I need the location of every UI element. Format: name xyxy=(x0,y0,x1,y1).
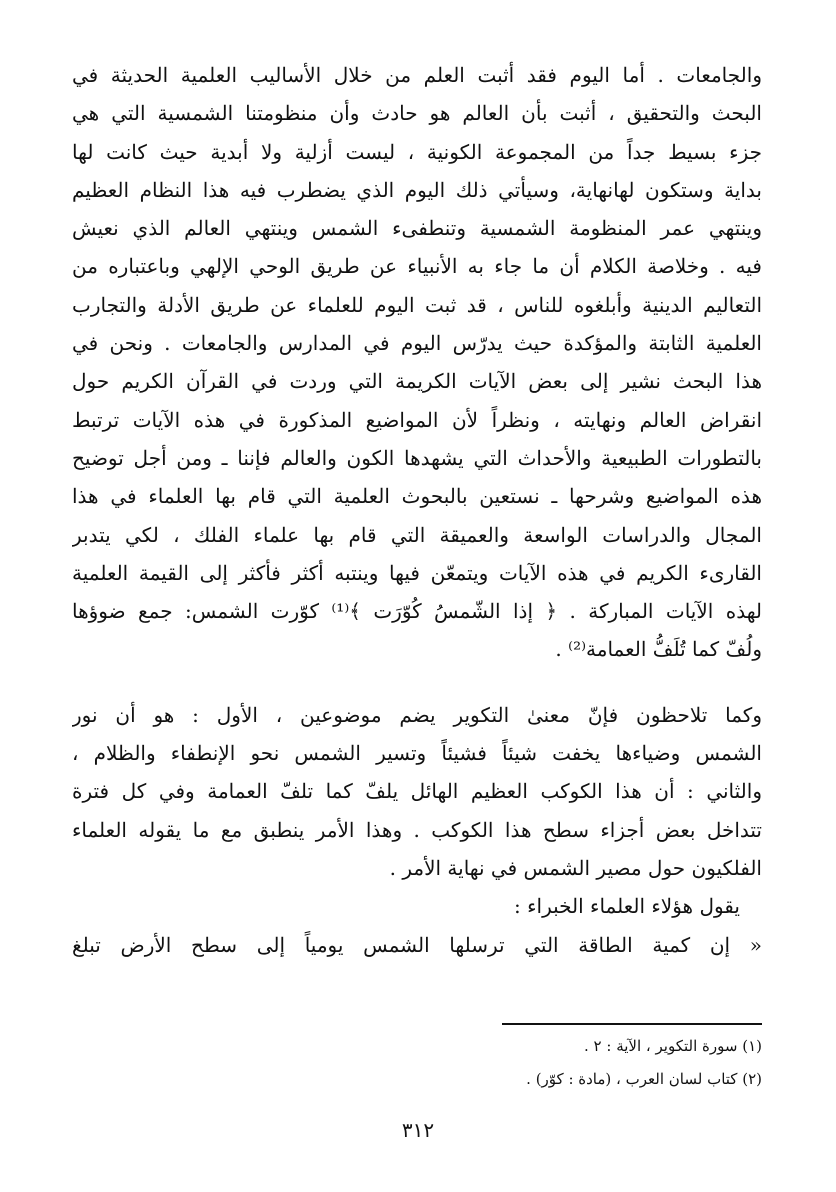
text-line: بالتطورات الطبيعية والأحداث التي يشهدها الكون والعالم فإننا ـ ومن أجل توضيح xyxy=(72,445,762,470)
text-line: القارىء الكريم في هذه الآيات ويتمعّن فيها وينتبه أكثر فأكثر إلى القيمة العلمية xyxy=(72,560,762,585)
paragraph-gap xyxy=(72,669,762,696)
footnotes xyxy=(72,1030,762,1096)
footnote: (١) سورة التكوير ، الآية : ٢ . xyxy=(584,1037,762,1055)
page-number: ٣١٢ xyxy=(401,1118,435,1142)
footnote-divider xyxy=(502,1023,762,1025)
body-text xyxy=(72,56,762,964)
text-line: بداية وستكون لهانهاية، وسيأتي ذلك اليوم الذي يضطرب فيه هذا النظام العظيم xyxy=(72,177,762,202)
text-line: والثاني : أن هذا الكوكب العظيم الهائل يلفّ كما تلفّ العمامة وفي كل فترة xyxy=(72,779,762,804)
text-line: الشمس وضياءها يخفت شيئاً فشيئاً وتسير الشمس نحو الإنطفاء والظلام ، xyxy=(72,741,762,766)
text-line: والجامعات . أما اليوم فقد أثبت العلم من خلال الأساليب العلمية الحديثة في xyxy=(72,63,762,87)
text-line: الفلكيون حول مصير الشمس في نهاية الأمر . xyxy=(389,855,762,880)
text-line: ولُفّ كما تُلَفُّ العمامة⁽²⁾ . xyxy=(555,637,762,662)
text-line: العلمية الثابتة والمؤكدة حيث يدرّس اليوم في المدارس والجامعات . ونحن في xyxy=(72,331,762,356)
text-line: هذا البحث نشير إلى بعض الآيات الكريمة التي وردت في القرآن الكريم حول xyxy=(72,369,762,394)
text-line: فيه . وخلاصة الكلام أن ما جاء به الأنبياء عن طريق الوحي الإلهي وباعتباره من xyxy=(72,254,762,279)
text-line: وكما تلاحظون فإنّ معنىٰ التكوير يضم موضوعين ، الأول : هو أن نور xyxy=(72,702,762,727)
text-line: لهذه الآيات المباركة . ﴿ إذا الشّمسُ كُوّرَت ﴾⁽¹⁾ كوّرت الشمس: جمع ضوؤها xyxy=(72,599,762,624)
text-line: انقراض العالم ونهايته ، ونظراً لأن المواضيع المذكورة في هذه الآيات ترتبط xyxy=(72,407,762,432)
text-line: يقول هؤلاء العلماء الخبراء : xyxy=(514,894,740,919)
text-line: البحث والتحقيق ، أثبت بأن العالم هو حادث وأن منظومتنا الشمسية التي هي xyxy=(72,101,762,126)
text-line: تتداخل بعض أجزاء سطح هذا الكوكب . وهذا الأمر ينطبق مع ما يقوله العلماء xyxy=(72,817,762,842)
text-line: هذه المواضيع وشرحها ـ نستعين بالبحوث العلمية التي قام بها العلماء في هذا xyxy=(72,484,762,509)
text-line: « إن كمية الطاقة التي ترسلها الشمس يومياً إلى سطح الأرض تبلغ xyxy=(72,932,762,957)
text-line: المجال والدراسات الواسعة والعميقة التي قام بها علماء الفلك ، لكي يتدبر xyxy=(72,522,762,547)
text-line: جزء بسيط جداً من المجموعة الكونية ، ليست أزلية ولا أبدية حيث كانت لها xyxy=(72,139,762,164)
text-line: وينتهي عمر المنظومة الشمسية وتنطفىء الشمس وينتهي العالم الذي نعيش xyxy=(72,216,762,241)
footnote: (٢) كتاب لسان العرب ، (مادة : كوّر) . xyxy=(526,1070,762,1088)
text-line: التعاليم الدينية وأبلغوه للناس ، قد ثبت اليوم للعلماء عن طريق الأدلة والتجارب xyxy=(72,292,762,317)
